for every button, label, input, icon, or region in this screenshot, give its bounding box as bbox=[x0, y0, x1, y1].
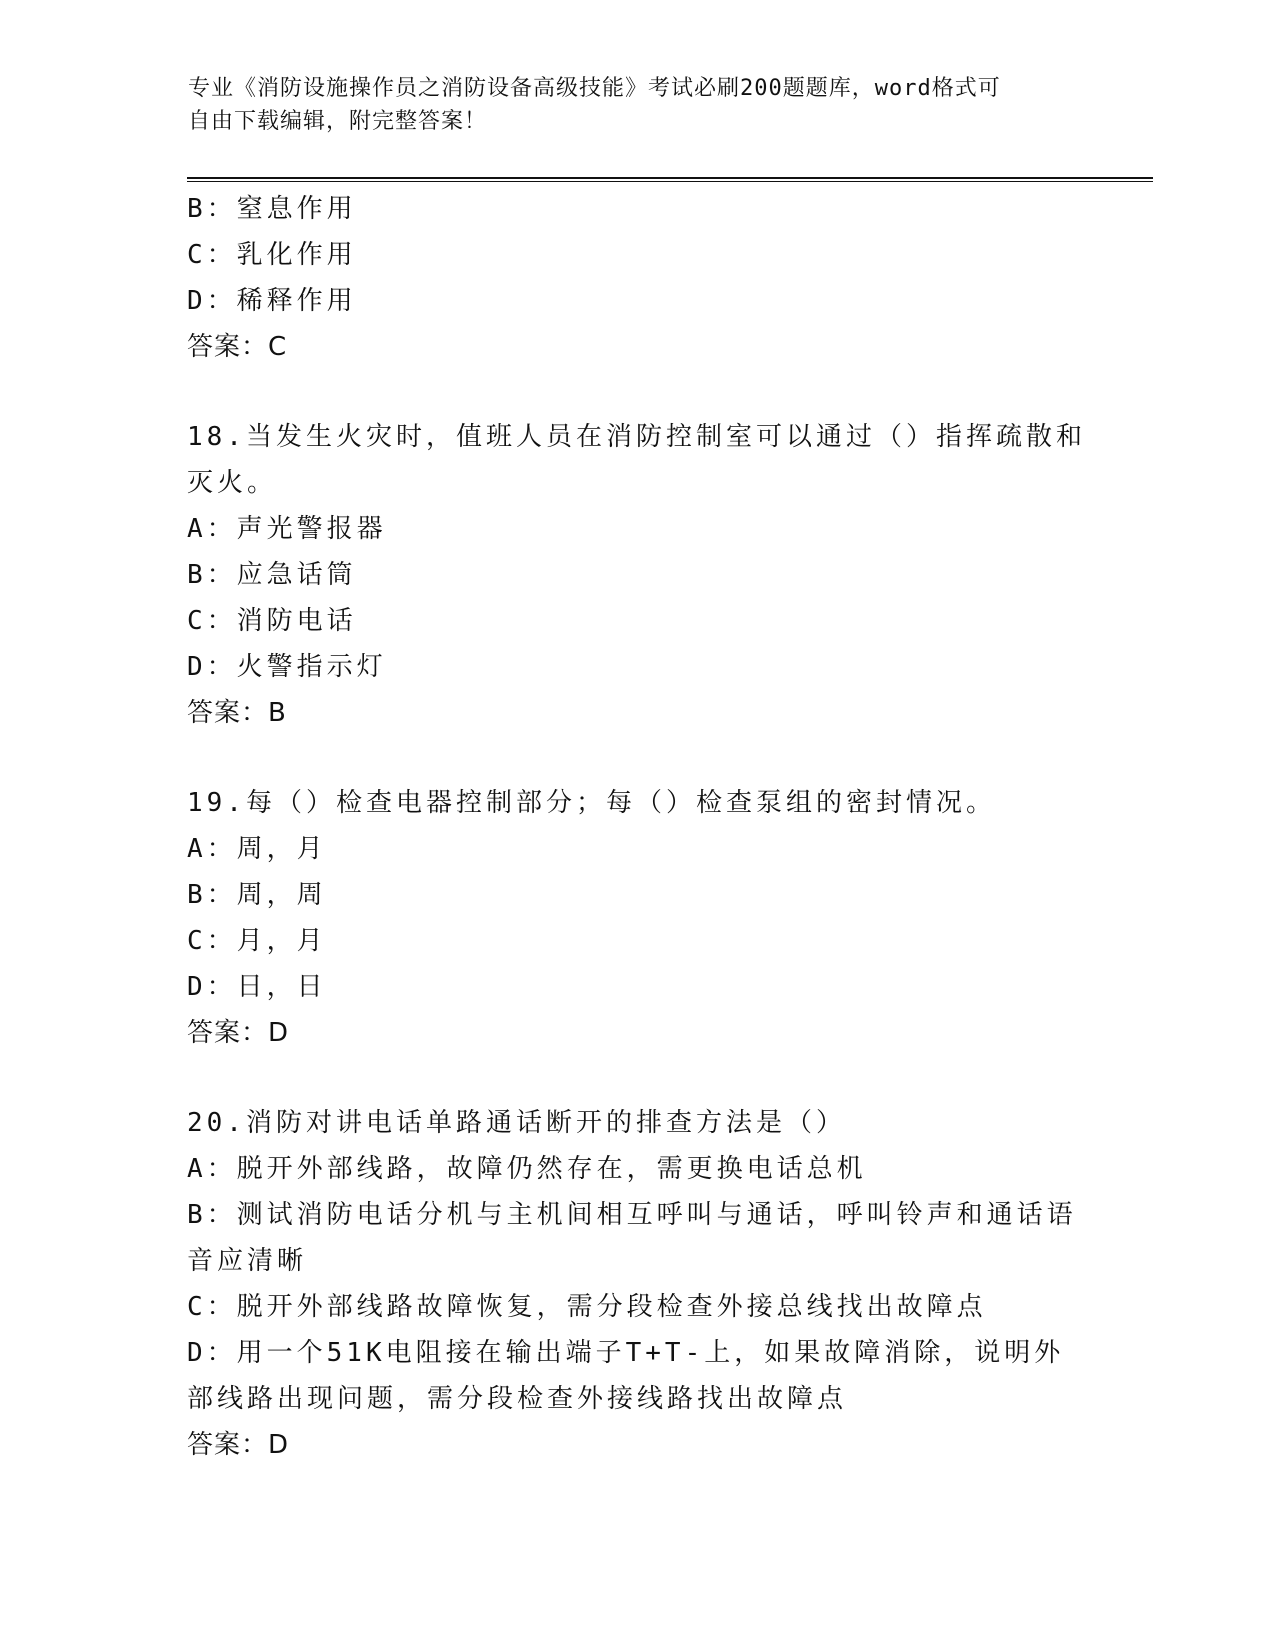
option-c: C：脱开外部线路故障恢复，需分段检查外接总线找出故障点 bbox=[187, 1292, 987, 1322]
answer-line: 答案：C bbox=[187, 332, 288, 362]
carryover-question bbox=[187, 186, 1087, 370]
header-divider bbox=[187, 177, 1153, 182]
option-c: C：月，月 bbox=[187, 926, 327, 956]
question-stem: 20.消防对讲电话单路通话断开的排查方法是（） bbox=[187, 1108, 846, 1138]
page-header: 专业《消防设施操作员之消防设备高级技能》考试必刷200题题库，word格式可 自由下载编辑，附完整答案！ bbox=[188, 76, 1001, 134]
question-18 bbox=[187, 414, 1087, 736]
option-a: A：周，月 bbox=[187, 834, 327, 864]
option-b: B：窒息作用 bbox=[187, 194, 357, 224]
option-d: D：用一个51K电阻接在输出端子T+T-上，如果故障消除，说明外部线路出现问题，需分段检查外接线路找出故障点 bbox=[187, 1338, 1065, 1414]
option-d: D：稀释作用 bbox=[187, 286, 357, 316]
option-b: B：周，周 bbox=[187, 880, 327, 910]
answer-line: 答案：B bbox=[187, 698, 287, 728]
question-19 bbox=[187, 780, 1087, 1056]
option-c: C：乳化作用 bbox=[187, 240, 357, 270]
answer-line: 答案：D bbox=[187, 1430, 290, 1460]
option-c: C：消防电话 bbox=[187, 606, 357, 636]
option-d: D：火警指示灯 bbox=[187, 652, 387, 682]
option-a: A：声光警报器 bbox=[187, 514, 387, 544]
question-stem: 18.当发生火灾时，值班人员在消防控制室可以通过（）指挥疏散和灭火。 bbox=[187, 422, 1086, 498]
option-b: B：测试消防电话分机与主机间相互呼叫与通话，呼叫铃声和通话语音应清晰 bbox=[187, 1200, 1077, 1276]
document-body bbox=[187, 186, 1087, 1468]
option-a: A：脱开外部线路，故障仍然存在，需更换电话总机 bbox=[187, 1154, 867, 1184]
option-d: D：日，日 bbox=[187, 972, 327, 1002]
question-20 bbox=[187, 1100, 1087, 1468]
question-stem: 19.每（）检查电器控制部分；每（）检查泵组的密封情况。 bbox=[187, 788, 996, 818]
answer-line: 答案：D bbox=[187, 1018, 290, 1048]
option-b: B：应急话筒 bbox=[187, 560, 357, 590]
